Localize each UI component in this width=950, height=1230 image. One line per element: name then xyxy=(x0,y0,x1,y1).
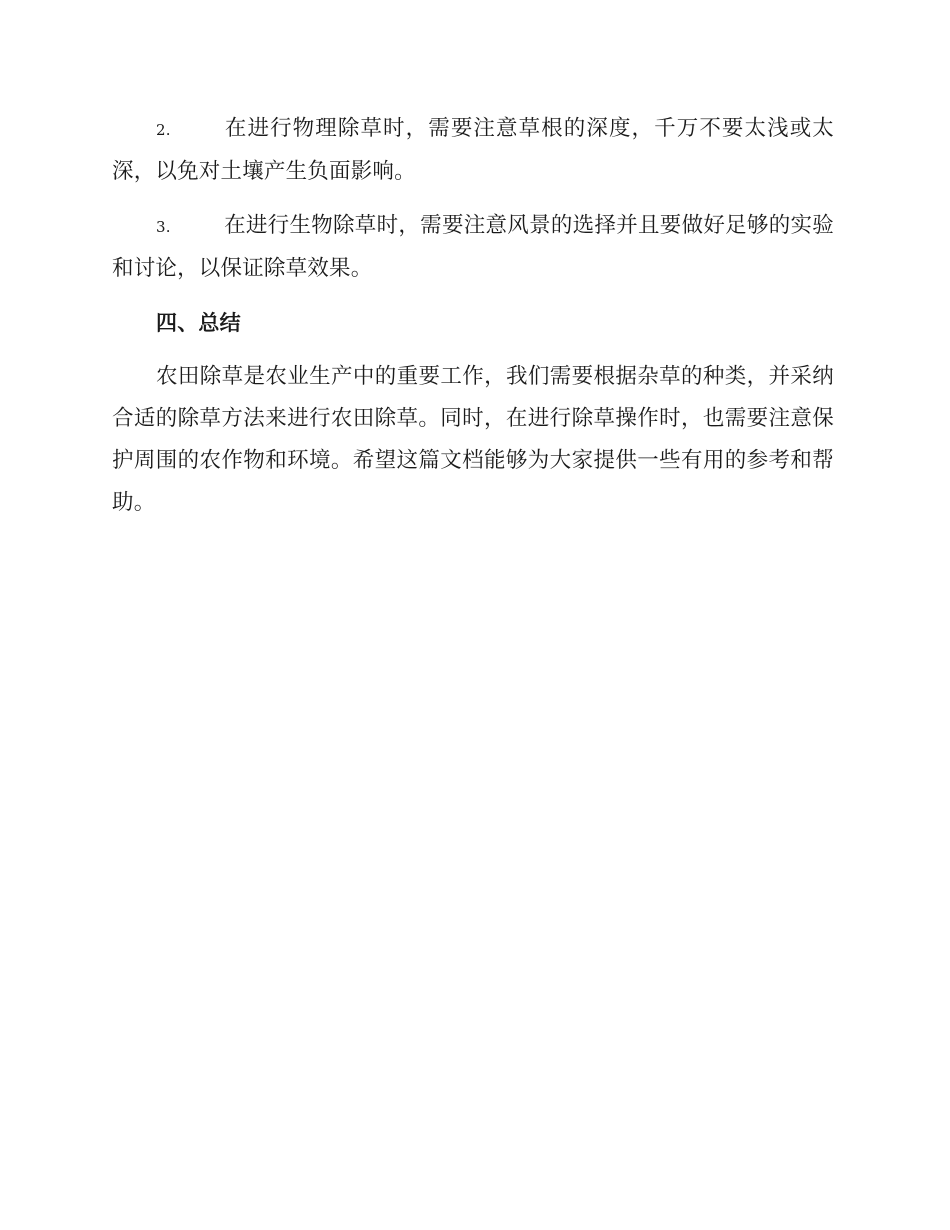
document-body xyxy=(112,108,834,524)
list-item-text: 在进行生物除草时，需要注意风景的选择并且要做好足够的实验和讨论，以保证除草效果。 xyxy=(112,213,834,281)
list-item xyxy=(112,108,834,193)
list-item-number: 3. xyxy=(156,218,171,236)
list-item-number: 2. xyxy=(156,121,171,139)
section-heading: 四、总结 xyxy=(156,311,241,335)
summary-paragraph: 农田除草是农业生产中的重要工作，我们需要根据杂草的种类，并采纳合适的除草方法来进行农田除草。同时，在进行除草操作时，也需要注意保护周围的农作物和环境。希望这篇文档能够为大家提供一些有用的参考和帮助。 xyxy=(112,364,834,515)
list-item-text: 在进行物理除草时，需要注意草根的深度，千万不要太浅或太深，以免对土壤产生负面影响。 xyxy=(112,116,834,184)
list-item xyxy=(112,205,834,290)
